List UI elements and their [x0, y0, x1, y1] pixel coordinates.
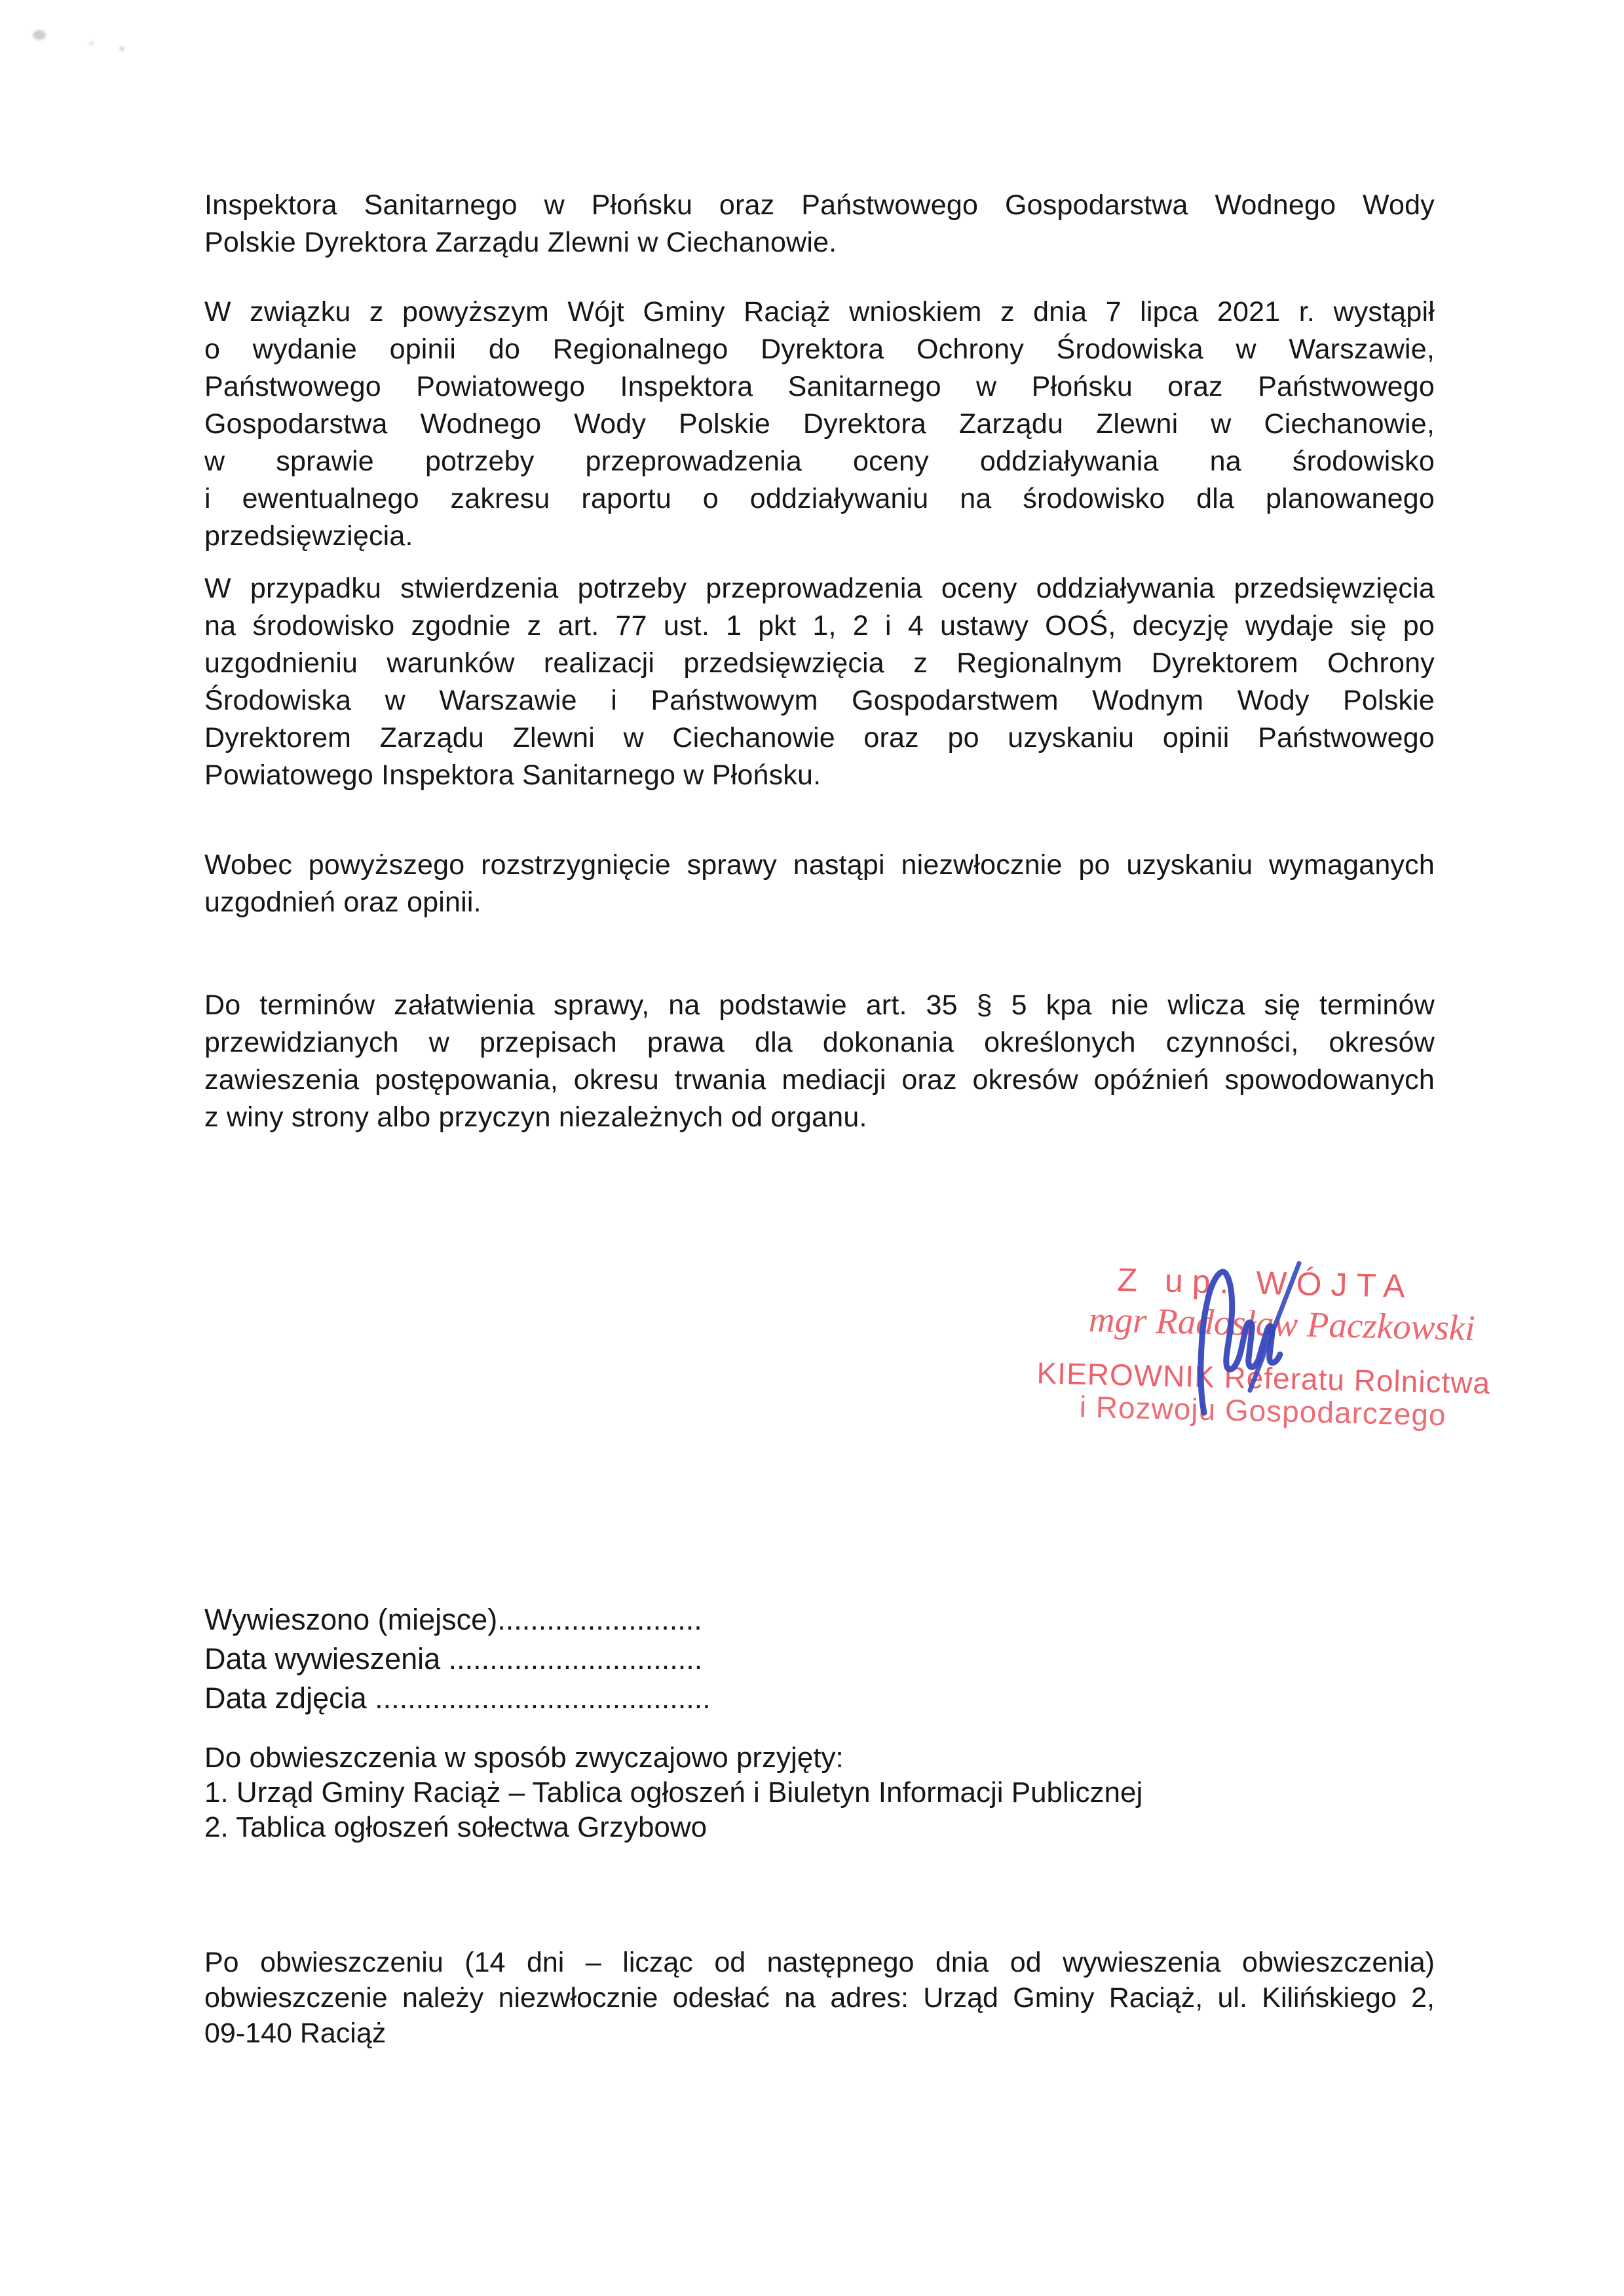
text-line: W związku z powyższym Wójt Gminy Raciąż wnioskiem z dnia 7 lipca 2021 r. wystąpił — [204, 296, 1435, 328]
posting-fill-in-block — [204, 1600, 711, 1718]
announcement-method-block — [204, 1740, 1142, 1845]
scan-noise-speck — [33, 30, 46, 40]
text-line: w sprawie potrzeby przeprowadzenia oceny oddziaływania na środowisko — [204, 446, 1435, 477]
text-line: przedsięwzięcia. — [204, 520, 413, 552]
paragraph-assessment-conditions — [204, 570, 1435, 794]
text-line: 09-140 Raciąż — [204, 2018, 387, 2049]
text-line: Polskie Dyrektora Zarządu Zlewni w Ciechanowie. — [204, 227, 837, 258]
paragraph-continuation — [204, 187, 1435, 261]
stamp-authorization-line: Z up. WÓJTA — [1117, 1261, 1415, 1305]
text-line: Powiatowego Inspektora Sanitarnego w Płońsku. — [204, 759, 821, 791]
return-instructions-paragraph — [204, 1945, 1435, 2051]
text-line: Po obwieszczeniu (14 dni – licząc od następnego dnia od wywieszenia obwieszczenia) — [204, 1947, 1435, 1978]
paragraph-resolution-notice — [204, 847, 1435, 921]
text-line: i ewentualnego zakresu raportu o oddziaływaniu na środowisko dla planowanego — [204, 483, 1435, 514]
text-line: o wydanie opinii do Regionalnego Dyrektora Ochrony Środowiska w Warszawie, — [204, 334, 1435, 365]
text-line: Środowiska w Warszawie i Państwowym Gospodarstwem Wodnym Wody Polskie — [204, 685, 1435, 716]
paragraph-deadline-exclusions — [204, 987, 1435, 1136]
text-line: na środowisko zgodnie z art. 77 ust. 1 pkt 1, 2 i 4 ustawy OOŚ, decyzję wydaje się po — [204, 610, 1435, 641]
text-line: Państwowego Powiatowego Inspektora Sanitarnego w Płońsku oraz Państwowego — [204, 371, 1435, 402]
text-line: Wywieszono (miejsce)......................... — [204, 1603, 702, 1636]
scan-noise-speck — [119, 46, 124, 52]
text-line: z winy strony albo przyczyn niezależnych od organu. — [204, 1101, 867, 1133]
text-line: przewidzianych w przepisach prawa dla dokonania określonych czynności, okresów — [204, 1027, 1435, 1058]
text-line: Dyrektorem Zarządu Zlewni w Ciechanowie oraz po uzyskaniu opinii Państwowego — [204, 722, 1435, 754]
stamp-signer-title-line1: KIEROWNIK Referatu Rolnictwa — [1036, 1356, 1491, 1400]
announcement-item-2: 2. Tablica ogłoszeń sołectwa Grzybowo — [204, 1811, 708, 1843]
announcement-item-1: 1. Urząd Gminy Raciąż – Tablica ogłoszeń i Biuletyn Informacji Publicznej — [204, 1776, 1143, 1808]
announcement-heading: Do obwieszczenia w sposób zwyczajowo przyjęty: — [204, 1742, 844, 1774]
text-line: Data wywieszenia ............................... — [204, 1642, 703, 1675]
signature-diagonal-stroke — [1250, 1263, 1299, 1390]
text-line: Inspektora Sanitarnego w Płońsku oraz Państwowego Gospodarstwa Wodnego Wody — [204, 189, 1435, 221]
text-line: zawieszenia postępowania, okresu trwania mediacji oraz okresów opóźnień spowodowanych — [204, 1064, 1435, 1096]
text-line: Data zdjęcia ......................................... — [204, 1681, 711, 1715]
handwritten-signature-ink — [1182, 1244, 1320, 1430]
text-line: W przypadku stwierdzenia potrzeby przeprowadzenia oceny oddziaływania przedsięwzięcia — [204, 573, 1435, 604]
paragraph-request-for-opinions — [204, 294, 1435, 555]
text-line: Gospodarstwa Wodnego Wody Polskie Dyrektora Zarządu Zlewni w Ciechanowie, — [204, 408, 1435, 440]
stamp-signer-title-line2: i Rozwoju Gospodarczego — [1079, 1389, 1447, 1432]
text-line: Do terminów załatwienia sprawy, na podstawie art. 35 § 5 kpa nie wlicza się terminów — [204, 989, 1435, 1021]
text-line: obwieszczenie należy niezwłocznie odesłać na adres: Urząd Gminy Raciąż, ul. Kilińskiego 2, — [204, 1982, 1435, 2014]
text-line: Wobec powyższego rozstrzygnięcie sprawy nastąpi niezwłocznie po uzyskaniu wymaganych — [204, 849, 1435, 881]
text-line: uzgodnień oraz opinii. — [204, 887, 482, 918]
stamp-signer-name: mgr Radosław Paczkowski — [1088, 1299, 1476, 1349]
scan-noise-speck — [89, 41, 94, 45]
text-line: uzgodnieniu warunków realizacji przedsięwzięcia z Regionalnym Dyrektorem Ochrony — [204, 647, 1435, 679]
